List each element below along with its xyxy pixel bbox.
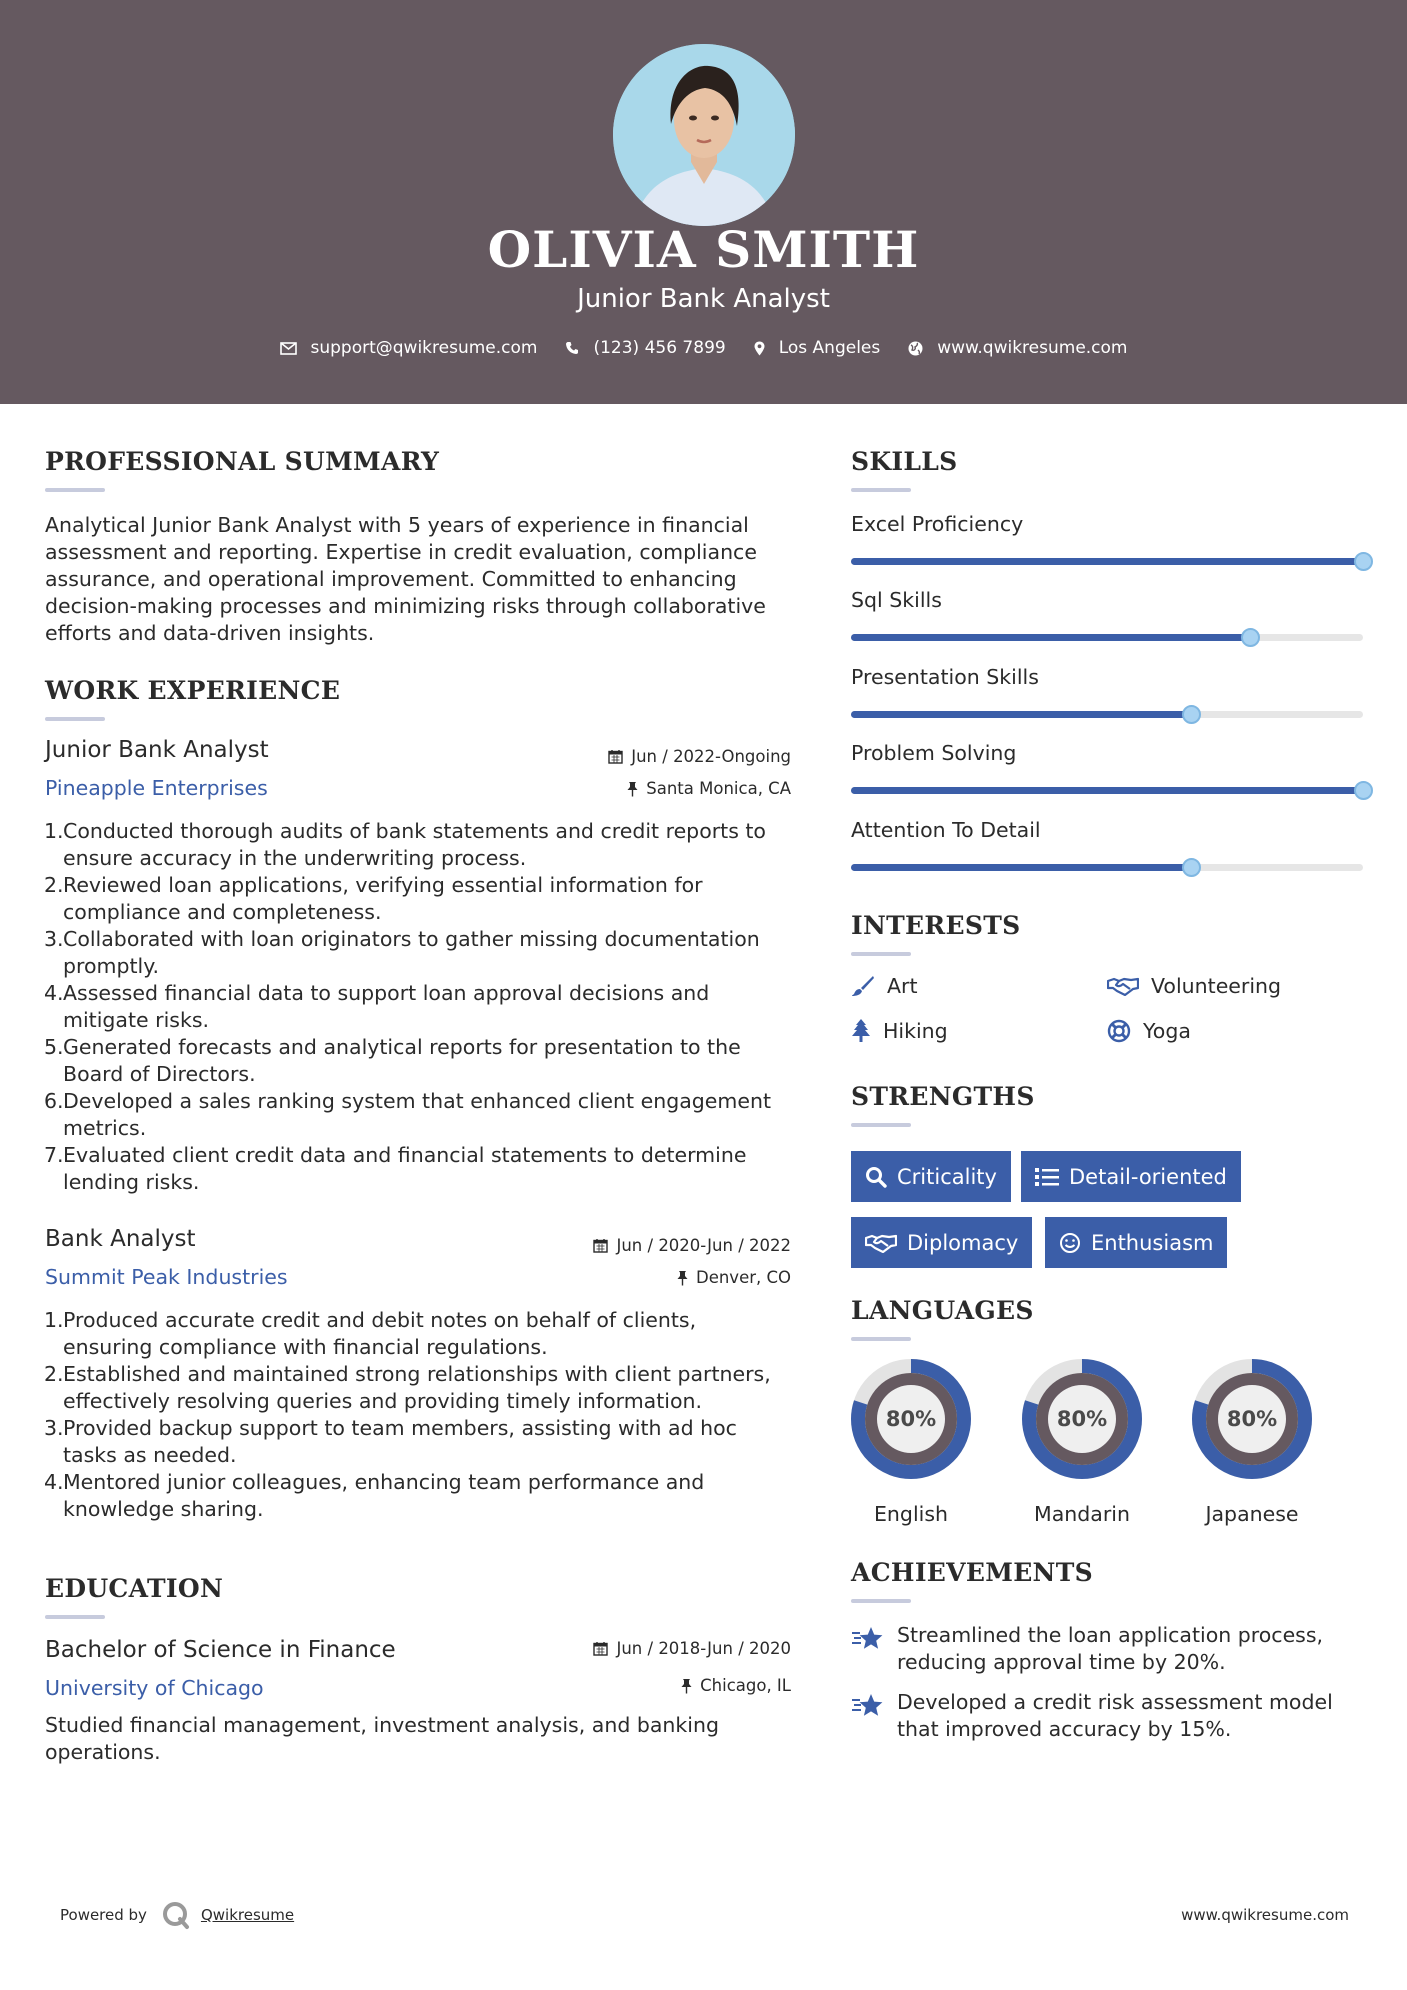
contact-bar	[0, 338, 1407, 358]
list-item	[44, 1142, 803, 1196]
strength-tag	[851, 1217, 1032, 1268]
list-item	[44, 1469, 803, 1523]
contact-location	[754, 338, 881, 358]
star-icon	[851, 1624, 885, 1652]
list-number: 3.	[44, 927, 64, 951]
strength-label: Detail-oriented	[1069, 1164, 1227, 1189]
contact-email-text: support@qwikresume.com	[310, 338, 538, 358]
job-responsibilities	[44, 1307, 803, 1523]
summary-divider	[45, 488, 105, 492]
powered-by-text: Powered by	[60, 1906, 147, 1924]
list-number: 3.	[44, 1416, 64, 1440]
achievements-divider	[851, 1599, 911, 1603]
job-title: Junior Bank Analyst	[45, 737, 269, 763]
language-label: Mandarin	[1034, 1502, 1130, 1526]
skill-label: Attention To Detail	[851, 818, 1041, 842]
achievement-item	[851, 1622, 1323, 1676]
achievement-text	[897, 1622, 1323, 1676]
calendar-icon	[593, 1641, 608, 1656]
strengths-heading: STRENGTHS	[851, 1082, 1035, 1111]
skill-bar-knob	[1182, 705, 1201, 724]
list-line: knowledge sharing.	[63, 1497, 264, 1521]
list-number: 2.	[44, 1362, 64, 1386]
language-label: Japanese	[1205, 1502, 1299, 1526]
language-percent: 80%	[1226, 1407, 1278, 1431]
language-item	[1190, 1357, 1314, 1526]
list-line: mitigate risks.	[63, 1008, 210, 1032]
contact-email[interactable]	[280, 338, 538, 358]
job-location	[500, 1268, 791, 1287]
list-line: lending risks.	[63, 1170, 200, 1194]
skill-bar-knob	[1182, 858, 1201, 877]
list-line: Developed a sales ranking system that enhanced client engagement	[63, 1089, 772, 1113]
contact-phone-text: (123) 456 7899	[593, 338, 726, 358]
language-percent: 80%	[1056, 1407, 1108, 1431]
interest-label: Volunteering	[1151, 974, 1282, 998]
skill-bar	[851, 864, 1363, 871]
list-item	[44, 818, 803, 872]
list-line: Generated forecasts and analytical reports for presentation to the	[63, 1035, 741, 1059]
candidate-title: Junior Bank Analyst	[577, 284, 830, 314]
list-icon	[1035, 1167, 1059, 1187]
list-number: 6.	[44, 1089, 64, 1113]
skill-bar-knob	[1354, 781, 1373, 800]
star-icon	[851, 1691, 885, 1719]
school-name: University of Chicago	[45, 1676, 264, 1700]
list-line: Provided backup support to team members, assisting with ad hoc	[63, 1416, 737, 1440]
pushpin-icon	[677, 1270, 688, 1286]
education-heading: EDUCATION	[45, 1574, 224, 1603]
achievement-line: that improved accuracy by 15%.	[897, 1717, 1232, 1741]
interests-divider	[851, 952, 911, 956]
search-icon	[865, 1166, 887, 1188]
list-line: ensuring compliance with financial regulations.	[63, 1335, 548, 1359]
education-line: Studied financial management, investment analysis, and banking	[45, 1713, 719, 1737]
skills-heading: SKILLS	[851, 447, 958, 476]
education-line: operations.	[45, 1740, 161, 1764]
contact-phone[interactable]	[565, 338, 725, 358]
profile-photo	[613, 44, 795, 226]
calendar-icon	[608, 749, 623, 764]
interest-item	[851, 974, 918, 998]
summary-line: assessment and reporting. Expertise in credit evaluation, compliance	[45, 540, 757, 564]
education-dates	[500, 1639, 791, 1658]
list-line: promptly.	[63, 954, 159, 978]
footer-branding	[60, 1900, 294, 1930]
interest-item	[851, 1019, 948, 1043]
map-marker-icon	[754, 341, 765, 356]
summary-line: efforts and data-driven insights.	[45, 621, 375, 645]
language-item	[849, 1357, 973, 1526]
achievement-text	[897, 1689, 1333, 1743]
smile-icon	[1059, 1232, 1081, 1254]
education-description	[45, 1712, 719, 1766]
skill-bar-knob	[1354, 552, 1373, 571]
job-dates-text: Jun / 2020-Jun / 2022	[616, 1236, 791, 1255]
list-number: 1.	[44, 819, 64, 843]
list-line: effectively resolving queries and providing timely information.	[63, 1389, 703, 1413]
list-item	[44, 1088, 803, 1142]
envelope-icon	[280, 342, 297, 355]
interest-label: Art	[887, 974, 918, 998]
strength-label: Enthusiasm	[1091, 1230, 1214, 1255]
calendar-icon	[593, 1238, 608, 1253]
strength-tag	[851, 1151, 1011, 1202]
job-dates-text: Jun / 2022-Ongoing	[631, 747, 791, 766]
skill-bar	[851, 787, 1363, 794]
handshake-icon	[1107, 976, 1139, 996]
summary-line: assurance, and operational improvement. Committed to enhancing	[45, 567, 737, 591]
list-item	[44, 872, 803, 926]
pushpin-icon	[627, 781, 638, 797]
list-item	[44, 926, 803, 980]
strengths-divider	[851, 1123, 911, 1127]
list-line: Evaluated client credit data and financial statements to determine	[63, 1143, 747, 1167]
skill-bar	[851, 711, 1363, 718]
job-dates	[500, 1236, 791, 1255]
contact-location-text: Los Angeles	[778, 338, 881, 358]
experience-divider	[45, 717, 105, 721]
qwikresume-logo-icon	[161, 1900, 191, 1930]
summary-line: decision-making processes and minimizing risks through collaborative	[45, 594, 766, 618]
job-company: Summit Peak Industries	[45, 1265, 288, 1289]
job-location-text: Santa Monica, CA	[646, 779, 791, 798]
achievement-item	[851, 1689, 1333, 1743]
list-line: tasks as needed.	[63, 1443, 237, 1467]
job-dates	[500, 747, 791, 766]
job-location-text: Denver, CO	[695, 1268, 791, 1287]
skills-divider	[851, 488, 911, 492]
contact-website[interactable]	[908, 338, 1127, 358]
skill-label: Sql Skills	[851, 588, 942, 612]
list-number: 4.	[44, 1470, 64, 1494]
skill-bar-fill	[851, 558, 1363, 565]
resume-header	[0, 0, 1407, 404]
skill-bar-fill	[851, 787, 1363, 794]
qwikresume-link[interactable]: Qwikresume	[200, 1906, 295, 1924]
summary-heading: PROFESSIONAL SUMMARY	[45, 447, 440, 476]
list-item	[44, 1415, 803, 1469]
list-line: metrics.	[63, 1116, 147, 1140]
languages-divider	[851, 1337, 911, 1341]
list-item	[44, 980, 803, 1034]
achievements-heading: ACHIEVEMENTS	[851, 1558, 1093, 1587]
language-percent: 80%	[885, 1407, 937, 1431]
list-item	[44, 1307, 803, 1361]
skill-bar	[851, 558, 1363, 565]
summary-text	[45, 512, 766, 647]
language-item	[1020, 1357, 1144, 1526]
education-dates-text: Jun / 2018-Jun / 2020	[616, 1639, 791, 1658]
list-line: Assessed financial data to support loan approval decisions and	[63, 981, 710, 1005]
job-title: Bank Analyst	[45, 1226, 196, 1252]
list-line: Mentored junior colleagues, enhancing team performance and	[63, 1470, 705, 1494]
strength-label: Criticality	[897, 1164, 997, 1189]
list-number: 4.	[44, 981, 64, 1005]
skill-label: Excel Proficiency	[851, 512, 1024, 536]
language-label: English	[873, 1502, 949, 1526]
skill-label: Presentation Skills	[851, 665, 1039, 689]
globe-icon	[908, 341, 923, 356]
list-line: Established and maintained strong relationships with client partners,	[63, 1362, 771, 1386]
job-company: Pineapple Enterprises	[45, 776, 268, 800]
list-line: Board of Directors.	[63, 1062, 256, 1086]
list-number: 2.	[44, 873, 64, 897]
candidate-name: OLIVIA SMITH	[487, 220, 920, 279]
list-line: Conducted thorough audits of bank statements and credit reports to	[63, 819, 766, 843]
education-location	[500, 1676, 791, 1695]
experience-heading: WORK EXPERIENCE	[45, 676, 341, 705]
achievement-line: Streamlined the loan application process,	[897, 1623, 1324, 1647]
interest-label: Yoga	[1143, 1019, 1191, 1043]
skill-bar	[851, 634, 1363, 641]
phone-icon	[565, 341, 579, 355]
paintbrush-icon	[851, 975, 875, 997]
interest-item	[1107, 1019, 1191, 1043]
job-responsibilities	[44, 818, 803, 1196]
job-location	[500, 779, 791, 798]
achievement-line: reducing approval time by 20%.	[897, 1650, 1226, 1674]
interest-item	[1107, 974, 1281, 998]
achievement-line: Developed a credit risk assessment model	[897, 1690, 1333, 1714]
skill-bar-fill	[851, 711, 1191, 718]
strength-tag	[1045, 1217, 1227, 1268]
list-line: compliance and completeness.	[63, 900, 382, 924]
summary-line: Analytical Junior Bank Analyst with 5 years of experience in financial	[45, 513, 749, 537]
contact-website-text: www.qwikresume.com	[937, 338, 1128, 358]
interest-label: Hiking	[883, 1019, 948, 1043]
languages-heading: LANGUAGES	[851, 1296, 1034, 1325]
tree-icon	[851, 1019, 871, 1043]
list-item	[44, 1034, 803, 1088]
list-line: Reviewed loan applications, verifying essential information for	[63, 873, 703, 897]
list-line: ensure accuracy in the underwriting process.	[63, 846, 527, 870]
list-line: Collaborated with loan originators to gather missing documentation	[63, 927, 760, 951]
list-number: 7.	[44, 1143, 64, 1167]
strength-label: Diplomacy	[907, 1230, 1019, 1255]
lifebuoy-icon	[1107, 1019, 1131, 1043]
skill-bar-fill	[851, 634, 1250, 641]
education-location-text: Chicago, IL	[700, 1676, 791, 1695]
skill-label: Problem Solving	[851, 741, 1017, 765]
pushpin-icon	[681, 1678, 692, 1694]
avatar	[613, 44, 795, 226]
list-line: Produced accurate credit and debit notes on behalf of clients,	[63, 1308, 697, 1332]
footer-website[interactable]: www.qwikresume.com	[1181, 1906, 1349, 1924]
degree-title: Bachelor of Science in Finance	[45, 1637, 396, 1663]
interests-heading: INTERESTS	[851, 911, 1021, 940]
strength-tag	[1021, 1151, 1241, 1202]
skill-bar-knob	[1241, 628, 1260, 647]
list-item	[44, 1361, 803, 1415]
list-number: 5.	[44, 1035, 64, 1059]
list-number: 1.	[44, 1308, 64, 1332]
education-divider	[45, 1615, 105, 1619]
skill-bar-fill	[851, 864, 1191, 871]
handshake-icon	[865, 1233, 897, 1253]
